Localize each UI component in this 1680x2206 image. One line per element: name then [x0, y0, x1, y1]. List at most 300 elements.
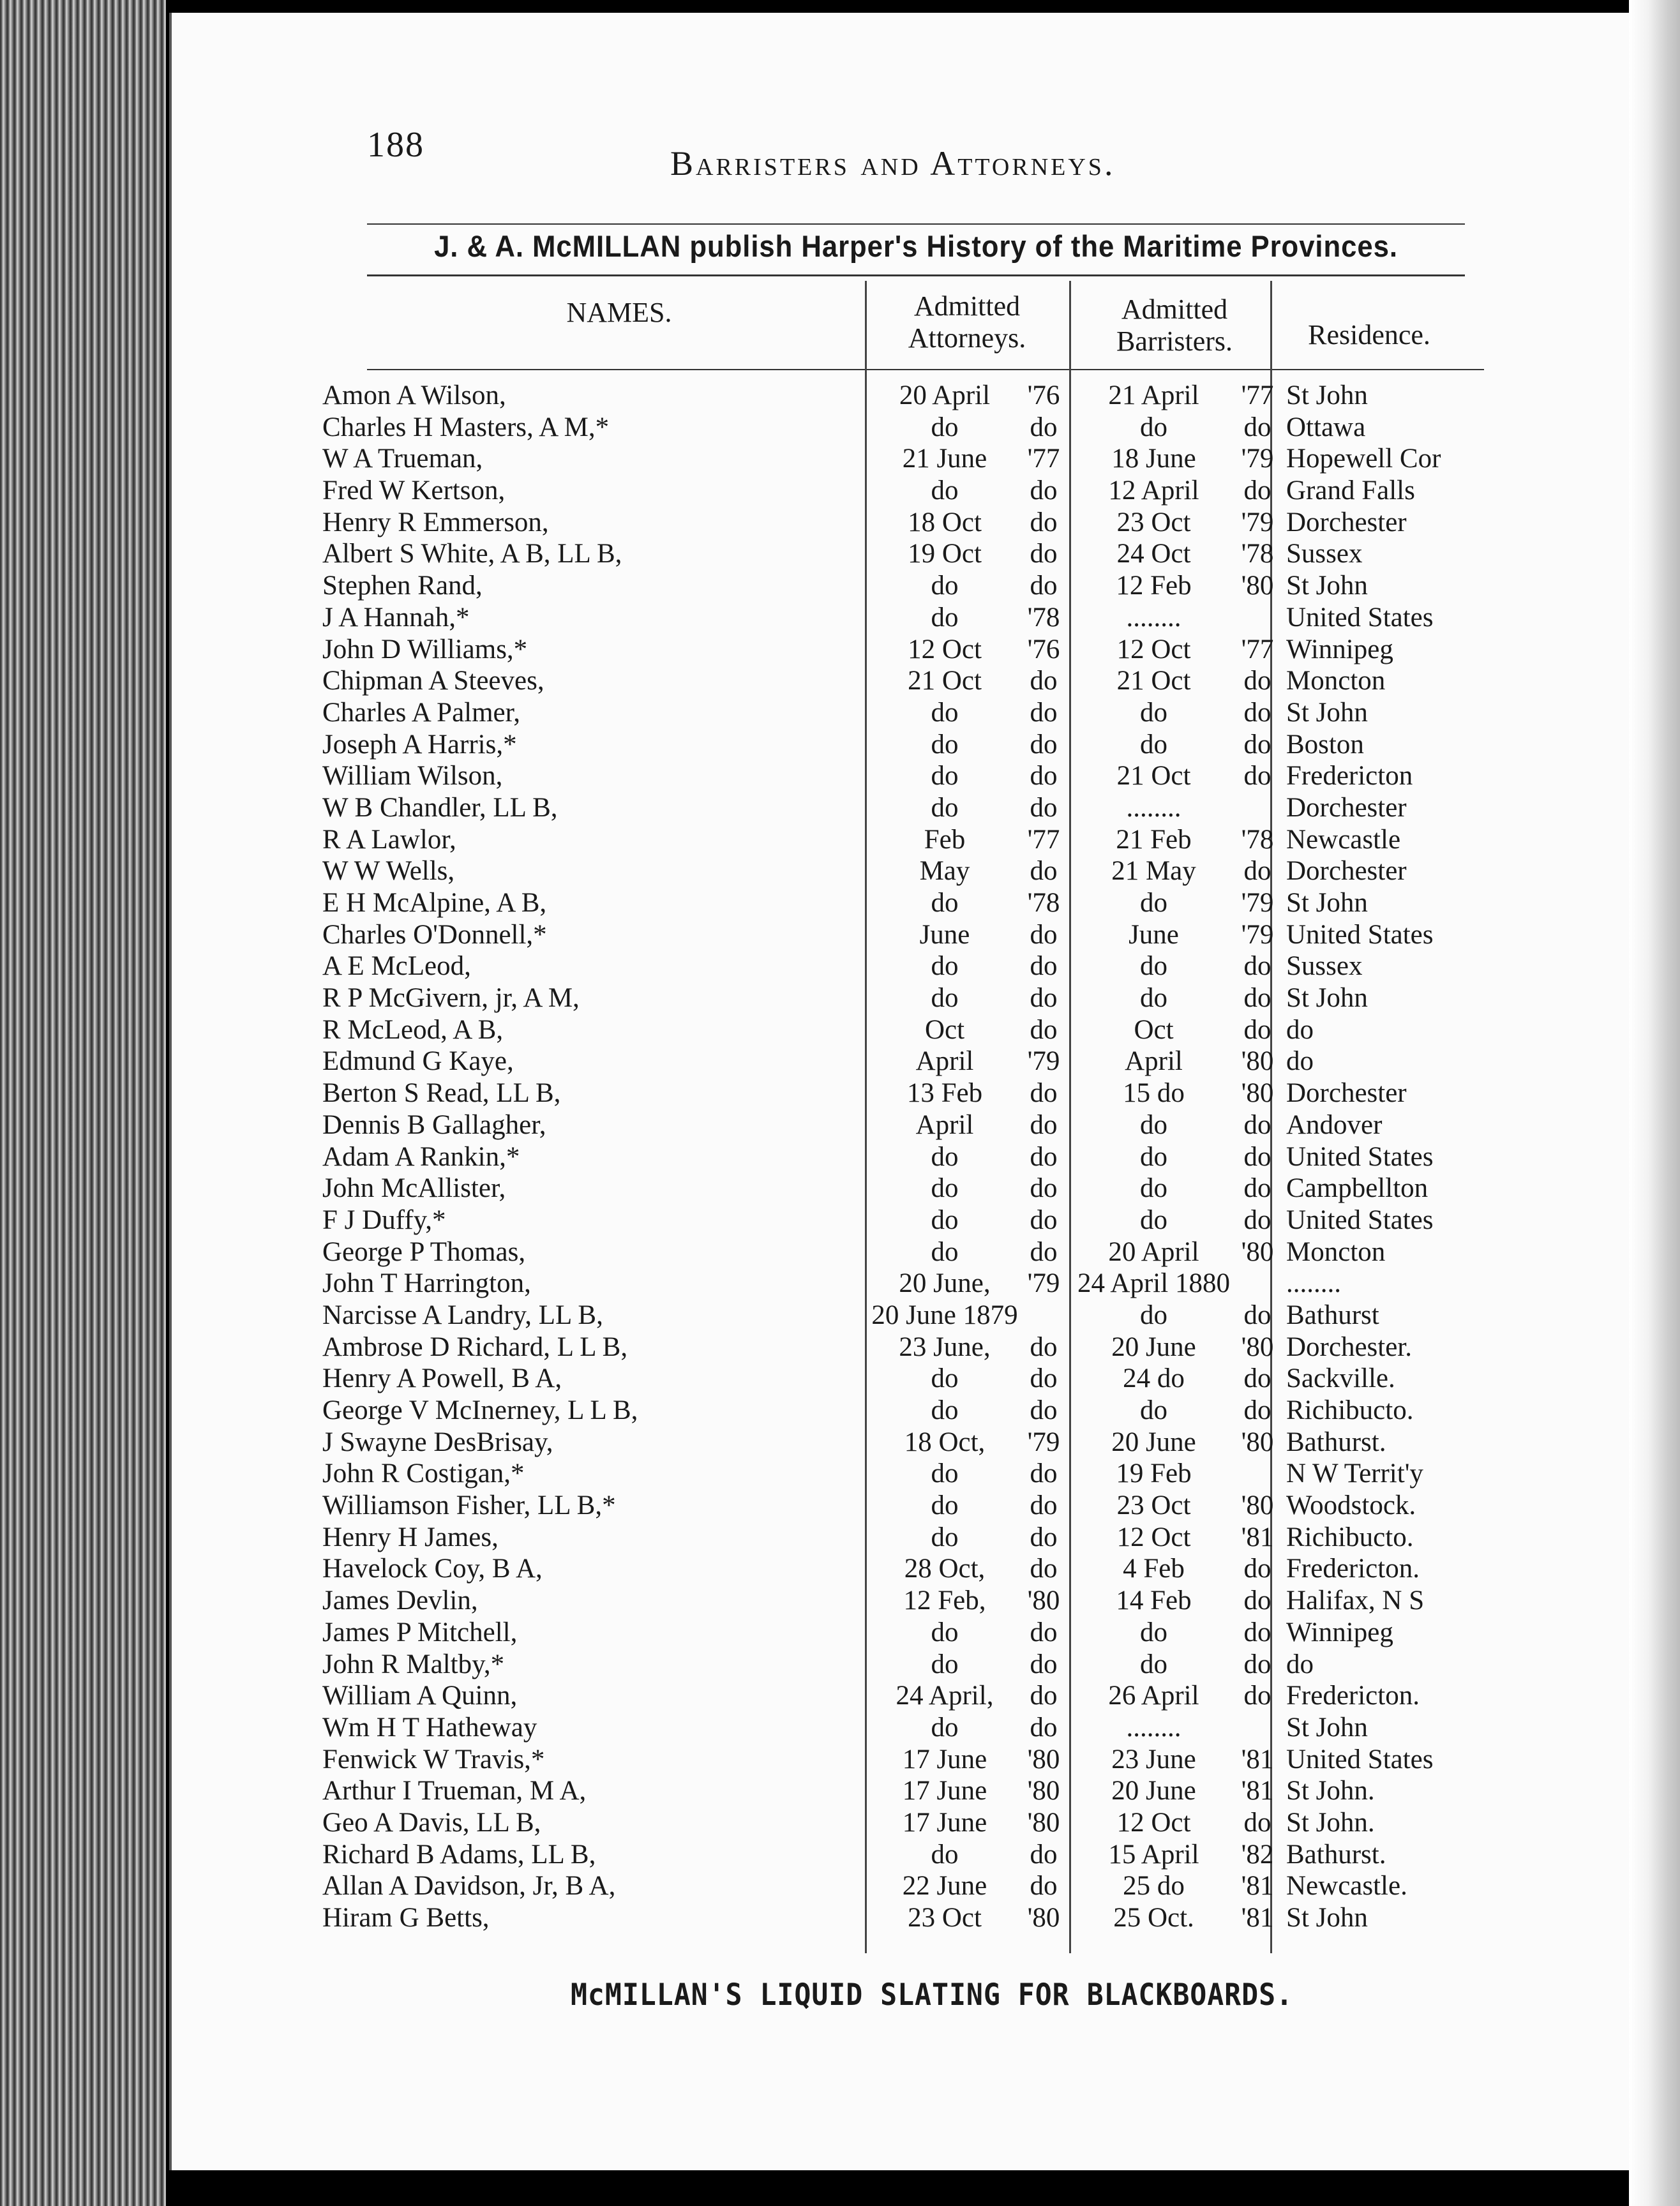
name-cell: A E McLeod,: [322, 951, 471, 982]
attorney-date-cell: Feb: [924, 824, 966, 855]
attorney-year-cell: do: [1030, 1649, 1058, 1679]
attorney-date-cell: do: [931, 792, 959, 823]
top-advertisement: J. & A. McMILLAN publish Harper's History of the Maritime Provinces.: [434, 229, 1398, 263]
name-cell: George P Thomas,: [322, 1236, 526, 1267]
attorney-year-cell: '79: [1027, 1427, 1060, 1457]
barrister-date-cell: 4 Feb: [1123, 1554, 1185, 1584]
name-cell: George V McInerney, L L B,: [322, 1395, 638, 1425]
barrister-year-cell: do: [1243, 856, 1271, 887]
attorney-date-cell: 12 Feb,: [903, 1586, 986, 1616]
ad-rule: [367, 274, 1465, 276]
name-cell: Adam A Rankin,*: [322, 1141, 520, 1172]
table-row: [322, 1332, 1497, 1363]
residence-cell: Ottawa: [1286, 412, 1366, 442]
attorney-date-cell: 12 Oct: [908, 634, 982, 664]
barrister-year-cell: do: [1243, 729, 1271, 760]
attorney-date-cell: May: [919, 856, 970, 887]
name-cell: Berton S Read, LL B,: [322, 1078, 561, 1109]
barrister-date-cell: Oct: [1134, 1014, 1174, 1045]
barrister-date-cell: 23 Oct: [1116, 1490, 1191, 1521]
residence-cell: Fredericton: [1286, 761, 1413, 792]
attorney-year-cell: do: [1030, 761, 1058, 792]
barrister-date-cell: 21 Oct: [1116, 666, 1191, 696]
barrister-year-cell: do: [1243, 666, 1271, 696]
barrister-year-cell: do: [1243, 1807, 1271, 1838]
attorney-year-cell: do: [1030, 539, 1058, 569]
residence-cell: United States: [1286, 1141, 1434, 1172]
barrister-date-cell: 23 Oct: [1116, 507, 1191, 537]
barrister-date-cell: do: [1140, 888, 1167, 918]
attorney-year-cell: '76: [1027, 380, 1060, 410]
barrister-date-cell: ........: [1126, 1712, 1181, 1743]
table-row: [322, 380, 1497, 412]
table-row: [322, 1077, 1497, 1109]
name-cell: R A Lawlor,: [322, 824, 456, 855]
attorney-date-cell: do: [931, 1236, 959, 1267]
name-cell: Chipman A Steeves,: [322, 666, 544, 696]
attorney-date-cell: do: [931, 1839, 959, 1870]
barrister-year-cell: '80: [1241, 1046, 1274, 1077]
column-header-attorneys-line2: Attorneys.: [908, 322, 1026, 354]
table-row: [322, 1839, 1497, 1871]
barrister-year-cell: '80: [1241, 1490, 1274, 1521]
name-cell: William Wilson,: [322, 761, 503, 792]
attorney-date-cell: 13 Feb: [906, 1078, 983, 1109]
attorney-date-cell: do: [931, 1173, 959, 1204]
table-row: [322, 570, 1497, 602]
page-number: 188: [367, 125, 424, 165]
table-row: [322, 1300, 1497, 1332]
barrister-date-cell: do: [1140, 983, 1167, 1014]
residence-cell: St John: [1286, 571, 1368, 601]
attorney-date-cell: do: [931, 1363, 959, 1394]
attorney-date-cell: 28 Oct,: [904, 1554, 986, 1584]
attorney-year-cell: do: [1030, 571, 1058, 601]
name-cell: Geo A Davis, LL B,: [322, 1807, 541, 1838]
residence-cell: United States: [1286, 1744, 1434, 1775]
attorney-year-cell: do: [1030, 1459, 1058, 1489]
residence-cell: St John: [1286, 380, 1368, 410]
table-row: [322, 855, 1497, 887]
name-cell: Joseph A Harris,*: [322, 729, 517, 760]
residence-cell: Moncton: [1286, 666, 1386, 696]
barrister-year-cell: '82: [1241, 1839, 1274, 1870]
attorney-year-cell: '80: [1027, 1744, 1060, 1775]
attorney-year-cell: do: [1030, 1712, 1058, 1743]
bottom-advertisement: McMILLAN'S LIQUID SLATING FOR BLACKBOARDS.: [570, 1977, 1294, 2013]
attorney-year-cell: do: [1030, 856, 1058, 887]
name-cell: Fenwick W Travis,*: [322, 1744, 545, 1775]
table-row: [322, 1744, 1497, 1776]
barrister-date-cell: 21 April: [1108, 380, 1199, 410]
table-row: [322, 919, 1497, 951]
residence-cell: St John.: [1286, 1807, 1375, 1838]
name-cell: E H McAlpine, A B,: [322, 888, 547, 918]
attorney-date-cell: do: [931, 571, 959, 601]
barrister-year-cell: '79: [1241, 444, 1274, 474]
table-row: [322, 1902, 1497, 1934]
residence-cell: Richibucto.: [1286, 1395, 1414, 1425]
residence-cell: Moncton: [1286, 1236, 1386, 1267]
name-cell: J A Hannah,*: [322, 602, 470, 633]
attorney-year-cell: do: [1030, 919, 1058, 950]
attorney-year-cell: do: [1030, 1554, 1058, 1584]
barrister-year-cell: '79: [1241, 919, 1274, 950]
table-row: [322, 760, 1497, 792]
name-cell: F J Duffy,*: [322, 1204, 446, 1235]
barrister-date-cell: 14 Feb: [1116, 1586, 1192, 1616]
residence-cell: Dorchester: [1286, 507, 1407, 537]
residence-cell: Newcastle.: [1286, 1871, 1407, 1902]
attorney-date-cell: do: [931, 1204, 959, 1235]
barrister-date-cell: do: [1140, 1617, 1167, 1647]
barrister-date-cell: do: [1140, 1204, 1167, 1235]
table-row: [322, 1458, 1497, 1490]
barrister-date-cell: 12 April: [1108, 476, 1199, 506]
name-cell: Hiram G Betts,: [322, 1903, 490, 1933]
barrister-year-cell: do: [1243, 1395, 1271, 1425]
residence-cell: Dorchester: [1286, 856, 1407, 887]
barrister-date-cell: 12 Feb: [1116, 571, 1192, 601]
attorney-date-cell: do: [931, 761, 959, 792]
attorney-year-cell: do: [1030, 1490, 1058, 1521]
barrister-year-cell: do: [1243, 1141, 1271, 1172]
name-cell: Amon A Wilson,: [322, 380, 506, 410]
attorney-year-cell: '77: [1027, 444, 1060, 474]
residence-cell: Newcastle: [1286, 824, 1401, 855]
table-row: [322, 1680, 1497, 1712]
attorney-year-cell: do: [1030, 1332, 1058, 1362]
column-header-barristers: [1079, 294, 1270, 357]
attorney-year-cell: do: [1030, 697, 1058, 728]
residence-cell: United States: [1286, 602, 1434, 633]
barrister-year-cell: do: [1243, 1173, 1271, 1204]
residence-cell: St John.: [1286, 1776, 1375, 1806]
barrister-date-cell: 20 June: [1111, 1776, 1196, 1806]
attorney-date-cell: 21 Oct: [908, 666, 982, 696]
table-row: [322, 1109, 1497, 1141]
residence-cell: Bathurst.: [1286, 1839, 1386, 1870]
barrister-date-cell: 20 June: [1111, 1427, 1196, 1457]
table-row: [322, 1141, 1497, 1173]
table-row: [322, 443, 1497, 475]
attorney-date-cell: do: [931, 983, 959, 1014]
name-cell: Wm H T Hatheway: [322, 1712, 537, 1743]
book-page-edges: [0, 0, 166, 2206]
residence-cell: N W Territ'y: [1286, 1459, 1423, 1489]
attorney-year-cell: do: [1030, 1078, 1058, 1109]
attorney-date-cell: do: [931, 1490, 959, 1521]
attorney-date-cell: 21 June: [902, 444, 987, 474]
name-cell: John R Maltby,*: [322, 1649, 505, 1679]
barrister-year-cell: '80: [1241, 1427, 1274, 1457]
attorney-date-cell: do: [931, 412, 959, 442]
residence-cell: Campbellton: [1286, 1173, 1429, 1204]
barrister-year-cell: '80: [1241, 1236, 1274, 1267]
barrister-year-cell: '81: [1241, 1744, 1274, 1775]
name-cell: Charles A Palmer,: [322, 697, 520, 728]
attorney-date-cell: 20 April: [899, 380, 991, 410]
residence-cell: ........: [1286, 1268, 1341, 1299]
residence-cell: Dorchester: [1286, 792, 1407, 823]
name-cell: W W Wells,: [322, 856, 455, 887]
barrister-date-cell: 21 Oct: [1116, 761, 1191, 792]
table-row: [322, 887, 1497, 919]
attorney-year-cell: do: [1030, 1681, 1058, 1711]
table-row: [322, 1204, 1497, 1236]
attorney-year-cell: do: [1030, 1204, 1058, 1235]
name-cell: R McLeod, A B,: [322, 1014, 504, 1045]
table-row: [322, 1807, 1497, 1839]
name-cell: John D Williams,*: [322, 634, 528, 664]
attorney-year-cell: '79: [1027, 1268, 1060, 1299]
table-row: [322, 1522, 1497, 1554]
name-cell: Ambrose D Richard, L L B,: [322, 1332, 628, 1362]
name-cell: Albert S White, A B, LL B,: [322, 539, 622, 569]
barrister-year-cell: '77: [1241, 634, 1274, 664]
name-cell: Fred W Kertson,: [322, 476, 506, 506]
attorney-date-cell: 20 June 1879: [871, 1300, 1018, 1330]
barrister-year-cell: '77: [1241, 380, 1274, 410]
attorney-year-cell: '76: [1027, 634, 1060, 664]
residence-cell: do: [1286, 1649, 1314, 1679]
name-cell: John McAllister,: [322, 1173, 506, 1204]
barrister-year-cell: do: [1243, 983, 1271, 1014]
attorney-date-cell: do: [931, 476, 959, 506]
barrister-date-cell: 20 April: [1108, 1236, 1199, 1267]
name-cell: Edmund G Kaye,: [322, 1046, 514, 1077]
barrister-date-cell: 15 April: [1108, 1839, 1199, 1870]
table-row: [322, 1870, 1497, 1902]
column-header-attorneys-line1: Admitted: [913, 290, 1021, 322]
barrister-year-cell: '81: [1241, 1871, 1274, 1902]
attorney-year-cell: do: [1030, 412, 1058, 442]
name-cell: W B Chandler, LL B,: [322, 792, 558, 823]
table-row: [322, 665, 1497, 697]
table-row: [322, 792, 1497, 824]
name-cell: John T Harrington,: [322, 1268, 531, 1299]
residence-cell: Dorchester.: [1286, 1332, 1413, 1362]
attorney-year-cell: do: [1030, 1871, 1058, 1902]
attorney-year-cell: '79: [1027, 1046, 1060, 1077]
table-row: [322, 1014, 1497, 1046]
barrister-year-cell: '81: [1241, 1903, 1274, 1933]
barrister-date-cell: 21 May: [1111, 856, 1196, 887]
residence-cell: Hopewell Cor: [1286, 444, 1441, 474]
barrister-date-cell: 24 do: [1123, 1363, 1185, 1394]
table-row: [322, 538, 1497, 570]
barrister-date-cell: 21 Feb: [1116, 824, 1192, 855]
running-title: Barristers and Attorneys.: [670, 144, 1116, 183]
attorney-year-cell: do: [1030, 507, 1058, 537]
table-row: [322, 1268, 1497, 1300]
barrister-year-cell: do: [1243, 476, 1271, 506]
attorney-date-cell: do: [931, 1649, 959, 1679]
table-row: [322, 412, 1497, 444]
attorney-date-cell: 18 Oct,: [904, 1427, 986, 1457]
table-row: [322, 1490, 1497, 1522]
attorney-year-cell: do: [1030, 1839, 1058, 1870]
name-cell: Charles O'Donnell,*: [322, 919, 547, 950]
barrister-date-cell: 24 April 1880: [1077, 1268, 1230, 1299]
barrister-year-cell: do: [1243, 412, 1271, 442]
barrister-year-cell: '79: [1241, 888, 1274, 918]
name-cell: James Devlin,: [322, 1586, 478, 1616]
attorney-year-cell: do: [1030, 1173, 1058, 1204]
attorney-date-cell: 17 June: [902, 1744, 987, 1775]
table-row: [322, 982, 1497, 1014]
attorney-date-cell: 23 Oct: [908, 1903, 982, 1933]
table-row: [322, 1649, 1497, 1681]
barrister-date-cell: June: [1129, 919, 1179, 950]
residence-cell: Grand Falls: [1286, 476, 1415, 506]
name-cell: James P Mitchell,: [322, 1617, 518, 1647]
name-cell: W A Trueman,: [322, 444, 483, 474]
table-row: [322, 729, 1497, 761]
barrister-year-cell: do: [1243, 951, 1271, 982]
barrister-date-cell: 18 June: [1111, 444, 1196, 474]
residence-cell: Bathurst.: [1286, 1427, 1386, 1457]
residence-cell: Boston: [1286, 729, 1364, 760]
barrister-date-cell: do: [1140, 1173, 1167, 1204]
attorney-date-cell: 20 June,: [899, 1268, 991, 1299]
residence-cell: Fredericton.: [1286, 1681, 1420, 1711]
table-row: [322, 1585, 1497, 1617]
barrister-year-cell: do: [1243, 1109, 1271, 1140]
barrister-year-cell: do: [1243, 1014, 1271, 1045]
barrister-date-cell: 25 Oct.: [1113, 1903, 1194, 1933]
name-cell: Arthur I Trueman, M A,: [322, 1776, 587, 1806]
residence-cell: Woodstock.: [1286, 1490, 1416, 1521]
residence-cell: United States: [1286, 1204, 1434, 1235]
name-cell: J Swayne DesBrisay,: [322, 1427, 553, 1457]
attorney-date-cell: do: [931, 1712, 959, 1743]
attorney-year-cell: '77: [1027, 824, 1060, 855]
barrister-date-cell: do: [1140, 1109, 1167, 1140]
attorney-date-cell: do: [931, 1617, 959, 1647]
residence-cell: St John: [1286, 983, 1368, 1014]
residence-cell: St John: [1286, 1903, 1368, 1933]
table-row: [322, 1173, 1497, 1204]
column-header-barristers-line1: Admitted: [1121, 294, 1228, 325]
attorney-year-cell: do: [1030, 666, 1058, 696]
residence-cell: Halifax, N S: [1286, 1586, 1425, 1616]
attorney-year-cell: do: [1030, 1363, 1058, 1394]
barrister-date-cell: do: [1140, 697, 1167, 728]
name-cell: Dennis B Gallagher,: [322, 1109, 546, 1140]
attorney-date-cell: do: [931, 888, 959, 918]
attorney-date-cell: April: [915, 1109, 974, 1140]
attorney-date-cell: 22 June: [902, 1871, 987, 1902]
barrister-date-cell: 24 Oct: [1116, 539, 1191, 569]
barrister-date-cell: do: [1140, 1395, 1167, 1425]
residence-cell: Bathurst: [1286, 1300, 1379, 1330]
attorney-year-cell: do: [1030, 1141, 1058, 1172]
attorney-date-cell: June: [919, 919, 970, 950]
attorney-date-cell: do: [931, 1395, 959, 1425]
attorney-date-cell: 23 June,: [899, 1332, 991, 1362]
name-cell: John R Costigan,*: [322, 1459, 525, 1489]
barrister-year-cell: '80: [1241, 1332, 1274, 1362]
attorney-year-cell: '80: [1027, 1776, 1060, 1806]
name-cell: Williamson Fisher, LL B,*: [322, 1490, 616, 1521]
residence-cell: Fredericton.: [1286, 1554, 1420, 1584]
residence-cell: St John: [1286, 1712, 1368, 1743]
table-row: [322, 950, 1497, 982]
barrister-date-cell: 19 Feb: [1116, 1459, 1192, 1489]
attorney-date-cell: do: [931, 1459, 959, 1489]
barrister-year-cell: '78: [1241, 824, 1274, 855]
attorney-year-cell: '80: [1027, 1586, 1060, 1616]
barrister-date-cell: 12 Oct: [1116, 1807, 1191, 1838]
attorney-year-cell: '80: [1027, 1807, 1060, 1838]
attorney-date-cell: do: [931, 602, 959, 633]
table-row: [322, 507, 1497, 539]
attorney-year-cell: do: [1030, 983, 1058, 1014]
barrister-year-cell: do: [1243, 1681, 1271, 1711]
table-row: [322, 634, 1497, 666]
table-row: [322, 697, 1497, 729]
barrister-year-cell: do: [1243, 1649, 1271, 1679]
residence-cell: Richibucto.: [1286, 1522, 1414, 1552]
attorney-year-cell: '80: [1027, 1903, 1060, 1933]
attorney-date-cell: April: [915, 1046, 974, 1077]
attorney-date-cell: 17 June: [902, 1807, 987, 1838]
residence-cell: Dorchester: [1286, 1078, 1407, 1109]
table-row: [322, 1046, 1497, 1077]
residence-cell: United States: [1286, 919, 1434, 950]
barrister-date-cell: 23 June: [1111, 1744, 1196, 1775]
table-row: [322, 1617, 1497, 1649]
table-row: [322, 1236, 1497, 1268]
top-rule: [367, 223, 1465, 225]
attorney-date-cell: 18 Oct: [908, 507, 982, 537]
barrister-year-cell: do: [1243, 761, 1271, 792]
table-row: [322, 1775, 1497, 1807]
table-row: [322, 475, 1497, 507]
attorney-date-cell: 24 April,: [896, 1681, 994, 1711]
attorney-year-cell: do: [1030, 792, 1058, 823]
name-cell: Allan A Davidson, Jr, B A,: [322, 1871, 616, 1902]
attorney-year-cell: do: [1030, 1014, 1058, 1045]
barrister-date-cell: 26 April: [1108, 1681, 1199, 1711]
residence-cell: do: [1286, 1014, 1314, 1045]
residence-cell: Sussex: [1286, 539, 1363, 569]
barrister-date-cell: 12 Oct: [1116, 634, 1191, 664]
column-header-attorneys: [874, 290, 1060, 354]
attorney-year-cell: do: [1030, 729, 1058, 760]
barrister-date-cell: 20 June: [1111, 1332, 1196, 1362]
attorney-date-cell: do: [931, 1522, 959, 1552]
column-header-barristers-line2: Barristers.: [1116, 326, 1233, 357]
attorney-date-cell: do: [931, 697, 959, 728]
attorney-date-cell: 17 June: [902, 1776, 987, 1806]
attorney-year-cell: '78: [1027, 602, 1060, 633]
barrister-year-cell: '80: [1241, 1078, 1274, 1109]
barrister-date-cell: April: [1125, 1046, 1183, 1077]
attorney-date-cell: do: [931, 951, 959, 982]
name-cell: Havelock Coy, B A,: [322, 1554, 543, 1584]
attorney-date-cell: do: [931, 1141, 959, 1172]
barrister-year-cell: do: [1243, 697, 1271, 728]
barrister-year-cell: do: [1243, 1586, 1271, 1616]
attorney-year-cell: do: [1030, 1395, 1058, 1425]
column-header-names: NAMES.: [566, 297, 672, 328]
barrister-date-cell: do: [1140, 412, 1167, 442]
admissions-table: [322, 380, 1497, 1934]
residence-cell: Winnipeg: [1286, 1617, 1393, 1647]
table-row: [322, 824, 1497, 856]
